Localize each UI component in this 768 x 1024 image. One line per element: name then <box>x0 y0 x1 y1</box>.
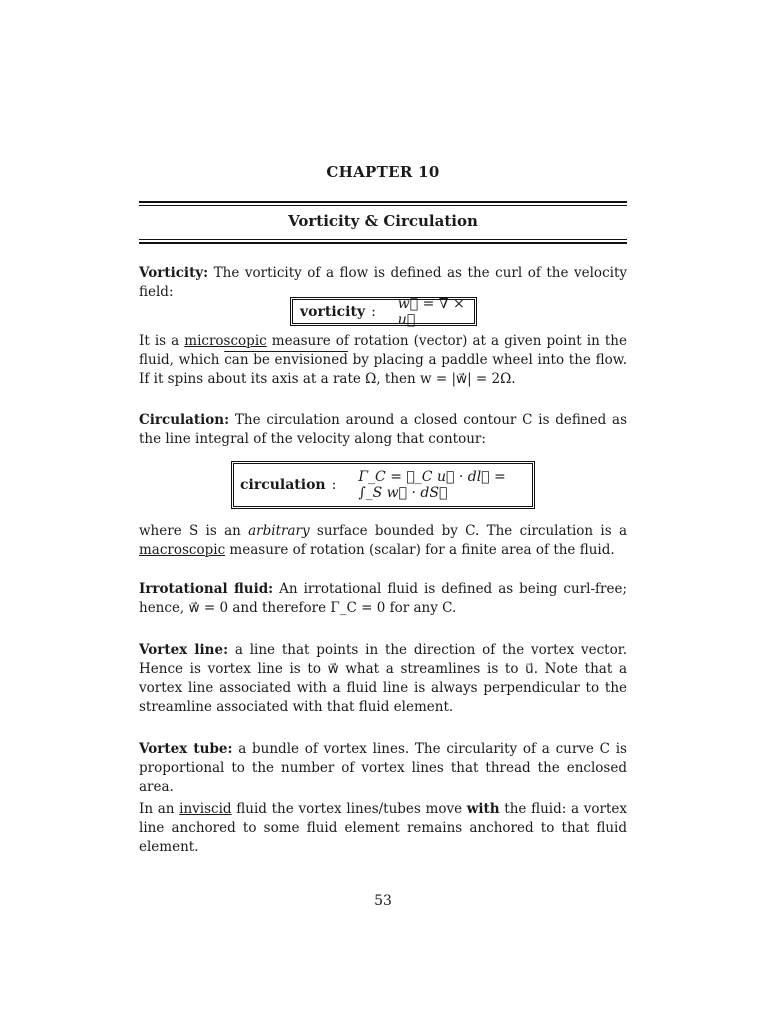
vorticity-definition-text: The vorticity of a flow is defined as the curl of the velocity field: <box>139 265 627 300</box>
circulation-description <box>139 522 627 560</box>
circulation-definition-text: The circulation around a closed contour C is defined as the line integral of the velocity along that contour: <box>139 412 628 447</box>
circulation-equation-box <box>231 461 535 509</box>
circulation-description-text-1: where S is an <box>139 523 249 539</box>
inviscid-paragraph <box>139 800 627 857</box>
top-rule-thick <box>139 201 627 203</box>
inviscid-text-1: In an <box>139 801 180 817</box>
chapter-heading: CHAPTER 10 <box>326 163 440 181</box>
macroscopic-underlined: macroscopic <box>139 542 226 558</box>
circulation-equation-label: circulation <box>240 477 326 493</box>
vorticity-equation-box <box>290 297 477 326</box>
vorticity-term: Vorticity: <box>139 265 209 281</box>
irrotational-fluid-paragraph <box>139 580 627 618</box>
microscopic-underlined: microscopic <box>184 333 267 349</box>
vorticity-equation: w⃗ = ∇ × u⃗ <box>397 295 465 328</box>
circulation-description-text-2: surface bounded by C. The circulation is a <box>309 523 627 539</box>
vorticity-equation-label: vorticity <box>300 303 366 320</box>
top-rule-thin <box>139 205 627 206</box>
vortex-tube-text: a bundle of vortex lines. The circularity of a curve C is proportional to the number of vortex lines that thread the enclosed area. <box>139 741 627 795</box>
page-number: 53 <box>374 893 392 909</box>
vorticity-description-text-2: measure of rotation (vector) at a given point in the fluid, which <box>139 333 627 368</box>
irrotational-text: An irrotational fluid is defined as being curl-free; hence, w⃗ = 0 and therefore Γ_C = 0 for any C. <box>139 581 628 616</box>
circulation-definition <box>139 411 627 449</box>
bottom-rule-thick <box>139 242 627 244</box>
arbitrary-italic: arbitrary <box>248 523 310 539</box>
vortex-line-term: Vortex line: <box>139 642 229 658</box>
vorticity-equation-separator: : <box>371 303 376 320</box>
vortex-line-paragraph <box>139 641 627 717</box>
document-page <box>139 0 627 1024</box>
circulation-equation: Γ_C = ∮_C u⃗ · dl⃗ = ∫_S w⃗ · dS⃗ <box>358 469 506 501</box>
vorticity-description-text-1: It is a <box>139 333 185 349</box>
envisioned-overlined: can be envisioned <box>224 352 348 368</box>
circulation-description-text-3: measure of rotation (scalar) for a finite area of the fluid. <box>225 542 615 558</box>
vorticity-description <box>139 332 627 389</box>
bottom-rule-thin <box>139 239 627 240</box>
inviscid-underlined: inviscid <box>179 801 232 817</box>
inviscid-text-2: fluid the vortex lines/tubes move <box>231 801 467 817</box>
vortex-tube-term: Vortex tube: <box>139 741 233 757</box>
inviscid-text-3: the fluid: a vortex line anchored to some fluid element remains anchored to that fluid element. <box>139 801 627 855</box>
vortex-line-text: a line that points in the direction of the vortex vector. Hence is vortex line is to w⃗ what a streamlines is to u⃗. Note that a vortex line associated with a fluid line is always perpendicular to the streamline associated with that fluid element. <box>139 642 627 715</box>
circulation-term: Circulation: <box>139 412 230 428</box>
with-bold: with <box>466 801 500 817</box>
circulation-equation-separator: : <box>331 477 337 493</box>
irrotational-term: Irrotational fluid: <box>139 581 274 597</box>
vortex-tube-paragraph <box>139 740 627 797</box>
vorticity-description-text-3: by placing a paddle wheel into the flow. If it spins about its axis at a rate Ω, then w = |w⃗| = 2Ω. <box>139 352 627 387</box>
section-title: Vorticity & Circulation <box>288 212 478 230</box>
